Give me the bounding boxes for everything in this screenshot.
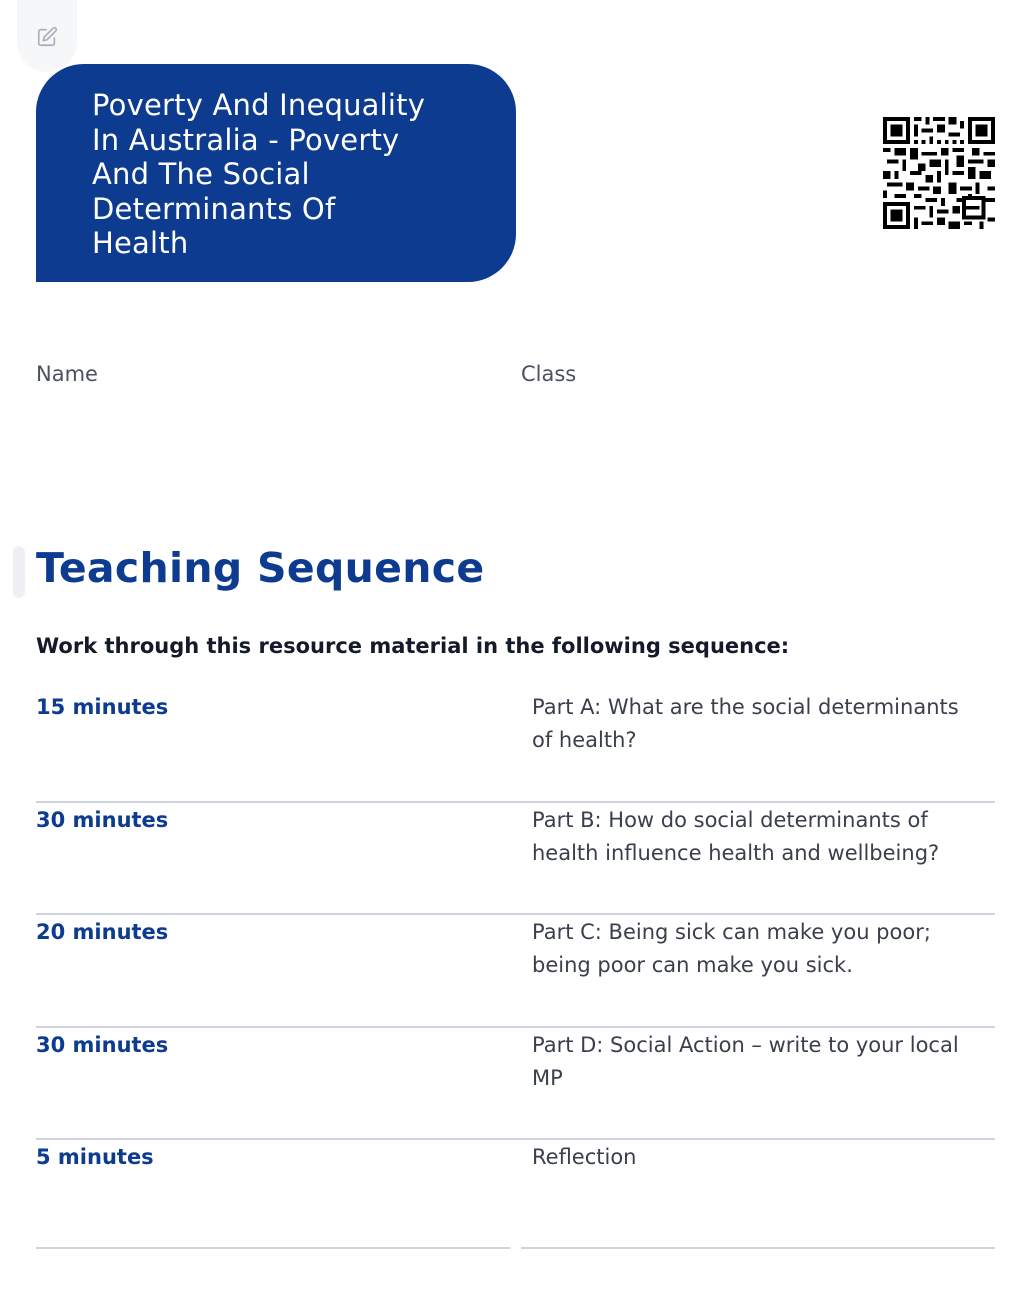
teaching-sequence-table (36, 690, 995, 1260)
activity-description: Reflection (532, 1145, 637, 1169)
table-row (36, 690, 995, 803)
activity-description: Part A: What are the social determinants of health? (532, 695, 959, 752)
duration: 20 minutes (36, 920, 169, 944)
table-row (36, 1028, 995, 1141)
sequence-intro: Work through this resource material in the following sequence: (36, 634, 790, 658)
divider (521, 1247, 995, 1249)
table-row (36, 915, 995, 1028)
class-field-label: Class (521, 362, 577, 386)
activity-description: Part B: How do social determinants of health influence health and wellbeing? (532, 807, 940, 865)
pencil-square-icon (36, 26, 58, 52)
activity-description: Part C: Being sick can make you poor; being poor can make you sick. (532, 920, 931, 977)
page-title: Poverty And Inequality In Australia - Poverty And The Social Determinants Of Health (92, 88, 426, 260)
table-row (36, 803, 995, 916)
duration: 15 minutes (36, 695, 169, 719)
activity-description: Part D: Social Action – write to your local MP (532, 1032, 959, 1090)
section-heading: Teaching Sequence (36, 544, 485, 592)
section-marker (13, 546, 25, 598)
duration: 30 minutes (36, 1032, 169, 1057)
divider (36, 1247, 510, 1249)
duration: 5 minutes (36, 1145, 154, 1169)
qr-code-icon (883, 117, 995, 229)
table-row (36, 1140, 995, 1260)
title-banner (36, 64, 516, 282)
name-field-label: Name (36, 362, 98, 386)
duration: 30 minutes (36, 807, 169, 832)
edit-button[interactable] (17, 0, 77, 72)
